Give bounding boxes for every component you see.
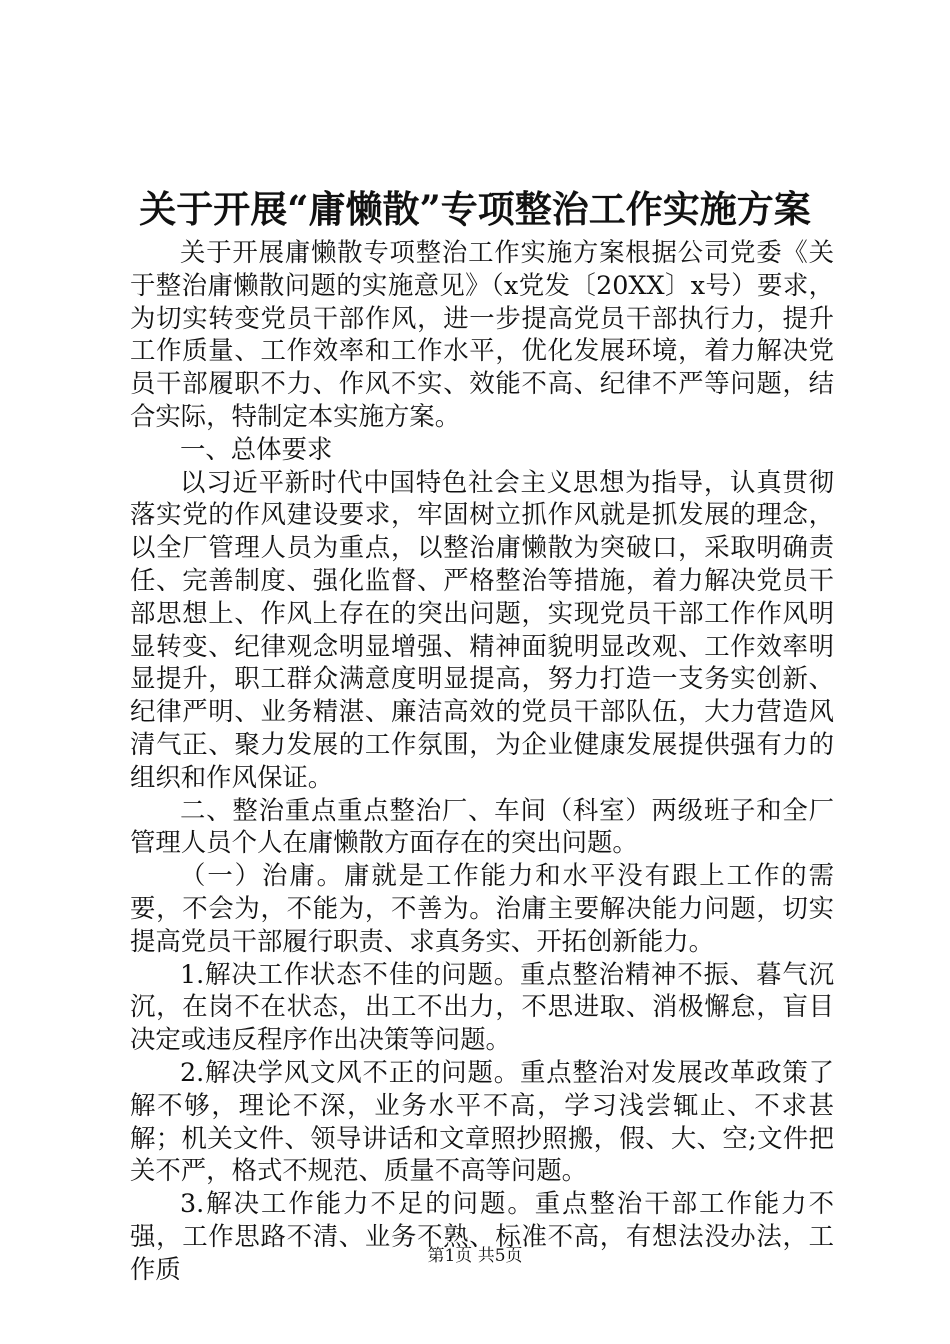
document-body xyxy=(130,236,834,1286)
page-number-footer: 第1页 共5页 xyxy=(427,1246,523,1266)
paragraph-rectification-focus: 二、整治重点重点整治厂、车间（科室）两级班子和全厂管理人员个人在庸懒散方面存在的突出问题。 xyxy=(130,794,834,858)
paragraph-item-1: 1.解决工作状态不佳的问题。重点整治精神不振、暮气沉沉，在岗不在状态，出工不出力，不思进取、消极懈怠，盲目决定或违反程序作出决策等问题。 xyxy=(130,958,834,1055)
paragraph-intro: 关于开展庸懒散专项整治工作实施方案根据公司党委《关于整治庸懒散问题的实施意见》（x党发〔20XX〕x号）要求，为切实转变党员干部作风，进一步提高党员干部执行力，提升工作质量、工作效率和工作水平，优化发展环境，着力解决党员干部履职不力、作风不实、效能不高、纪律不严等问题，结合实际，特制定本实施方案。 xyxy=(130,237,834,431)
paragraph-section-zhiyong: （一）治庸。庸就是工作能力和水平没有跟上工作的需要，不会为，不能为，不善为。治庸主要解决能力问题，切实提高党员干部履行职责、求真务实、开拓创新能力。 xyxy=(130,860,834,956)
document-title: 关于开展“庸懒散”专项整治工作实施方案 xyxy=(139,187,811,231)
paragraph-general-requirements: 以习近平新时代中国特色社会主义思想为指导，认真贯彻落实党的作风建设要求，牢固树立抓作风就是抓发展的理念，以全厂管理人员为重点，以整治庸懒散为突破口，采取明确责任、完善制度、强化监督、严格整治等措施，着力解决党员干部思想上、作风上存在的突出问题，实现党员干部工作作风明显转变、纪律观念明显增强、精神面貌明显改观、工作效率明显提升，职工群众满意度明显提高，努力打造一支务实创新、纪律严明、业务精湛、廉洁高效的党员干部队伍，大力营造风清气正、聚力发展的工作氛围，为企业健康发展提供强有力的组织和作风保证。 xyxy=(130,466,834,792)
paragraph-item-3: 3.解决工作能力不足的问题。重点整治干部工作能力不强，工作思路不清、业务不熟、标准不高，有想法没办法，工作质 xyxy=(130,1188,834,1284)
heading-general-requirements: 一、总体要求 xyxy=(180,433,333,464)
paragraph-item-2: 2.解决学风文风不正的问题。重点整治对发展改革政策了解不够，理论不深，业务水平不高，学习浅尝辄止、不求甚解；机关文件、领导讲话和文章照抄照搬，假、大、空;文件把关不严，格式不规范、质量不高等问题。 xyxy=(130,1056,834,1186)
